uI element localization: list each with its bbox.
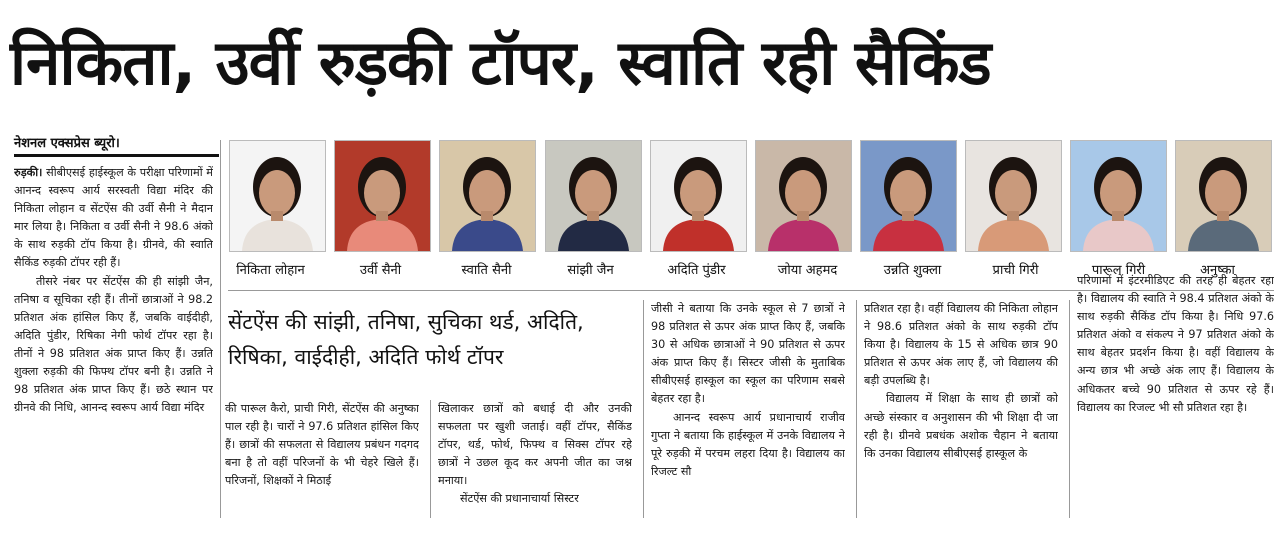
photo-caption: जोया अहमद (777, 263, 838, 278)
article-paragraph: सेंटऐंस की प्रधानाचार्या सिस्टर (460, 492, 579, 506)
article-column-3 (438, 400, 632, 518)
headline: निकिता, उर्वी रुड़की टॉपर, स्वाति रही सैकिंड (10, 26, 991, 99)
byline: नेशनल एक्सप्रेस ब्यूरो। (14, 133, 219, 157)
column-rule (643, 300, 644, 518)
photo-caption: स्वाति सैनी (461, 263, 512, 278)
photo-caption: सांझी जैन (567, 263, 614, 278)
subheadline: सेंटऐंस की सांझी, तनिषा, सुचिका थर्ड, अदिति, रिषिका, वाईदीही, अदिति फोर्थ टॉपर (228, 310, 584, 369)
portrait-graphic (756, 141, 851, 251)
column-rule (430, 400, 431, 518)
article-column-4 (651, 300, 845, 518)
photo-caption: उन्नति शुक्ला (883, 263, 942, 278)
student-photo (439, 140, 536, 252)
article-column-6 (1077, 272, 1274, 518)
student-photo (334, 140, 431, 252)
portrait-graphic (1071, 141, 1166, 251)
article-paragraph: आनन्द स्वरूप आर्य प्रधानाचार्य राजीव गुप्ता ने बताया कि हाईस्कूल में उनके विद्यालय ने पूरे रुड़की में परचम लहरा दिया है। विद्यालय का रिजल्ट सौ (651, 410, 845, 478)
column-rule (220, 140, 221, 518)
photo-caption: पारूल गिरी (1091, 263, 1146, 278)
article-paragraph: विद्यालय में शिक्षा के साथ ही छात्रों को अच्छे संस्कार व अनुशासन की भी शिक्षा दी जा रही है। ग्रीनवे प्रबधंक अशोक चैहान ने बताया कि उनका विद्यालय सीबीएसई हास्कूल के (864, 392, 1058, 460)
student-photo (755, 140, 852, 252)
article-paragraph: परिणामों में इंटरमीडिएट की तरह ही बेहतर रहा है। विद्यालय की स्वाति ने 98.4 प्रतिशत अंको के साथ रुड़की सैकिंड टॉप किया है। निधि 97.6 प्रतिशत अंको व संकल्प ने 97 प्रतिशत अंको के साथ बेहतर प्रदर्शन किया है। वहीं विद्यालय के अन्य छात्र भी अच्छे अंक लाए हैं। विद्यालय के अधिकतर बच्चे 90 प्रतिशत से ऊपर रहे हैं। विद्यालय का रिजल्ट भी सौ प्रतिशत रहा है। (1077, 274, 1274, 414)
section-rule (228, 290, 1274, 291)
dateline: रुड़की। (14, 166, 43, 179)
article-paragraph: जीसी ने बताया कि उनके स्कूल से 7 छात्रों ने 98 प्रतिशत से ऊपर अंक प्राप्त किए हैं, जबकि 30 से अधिक छात्राओं ने 90 प्रतिशत से ऊपर अंक प्राप्त किए हैं। सिस्टर जीसी के मुताबिक सीबीएसई हास्कूल का स्कूल का परिणाम सबसे बेहतर रहा है। (651, 302, 845, 406)
article-column-1 (14, 164, 213, 516)
portrait-graphic (546, 141, 641, 251)
column-rule (856, 300, 857, 518)
student-photo (1070, 140, 1167, 252)
student-photo (1175, 140, 1272, 252)
student-photo (965, 140, 1062, 252)
portrait-graphic (861, 141, 956, 251)
photo-caption: प्राची गिरी (992, 263, 1039, 278)
photo-caption: उर्वी सैनी (359, 263, 402, 278)
article-paragraph: सीबीएसई हाईस्कूल के परीक्षा परिणामों में आनन्द स्वरूप आर्य सरस्वती विद्या मंदिर की निकिता लोहान व सेंटऐंस की उर्वी सैनी ने मैदान मार लिया है। निकिता व उर्वी सैनी ने 98.6 अंको के साथ रुड़की टॉप किया है। ग्रीनवे, की स्वाति सैकिंड रुड़की टॉपर रही हैं। (14, 166, 213, 270)
portrait-graphic (230, 141, 325, 251)
portrait-graphic (651, 141, 746, 251)
portrait-graphic (335, 141, 430, 251)
article-paragraph: खिलाकर छात्रों को बधाई दी और उनकी सफलता पर खुशी जताई। वहीं टॉपर, सैकिंड टॉपर, थर्ड, फोर्थ, फिफ्थ व सिक्स टॉपर रहे छात्रों ने उछल कूद कर अपनी जीत का जश्न मनाया। (438, 402, 632, 488)
portrait-graphic (440, 141, 535, 251)
portrait-graphic (1176, 141, 1271, 251)
photo-caption: निकिता लोहान (236, 263, 305, 278)
article-paragraph: प्रतिशत रहा है। वहीं विद्यालय की निकिता लोहान ने 98.6 प्रतिशत अंको के साथ रुड़की टॉप किया है। विद्यालय के 15 से अधिक छात्र 90 प्रतिशत से ऊपर अंक लाए हैं, जो विद्यालय की बड़ी उपलब्धि है। (864, 302, 1058, 388)
photo-caption: अदिति पुंडीर (667, 263, 726, 278)
photo-caption: अनुष्का (1200, 263, 1235, 278)
article-paragraph: की पारूल कैरो, प्राची गिरी, सेंटऐंस की अनुष्का पाल रही है। चारों ने 97.6 प्रतिशत हांसिल किए हैं। छात्रों की सफलता से विद्यालय प्रबंधन गदगद बना है तो वहीं परिजनों के भी चेहरे खिले हैं। परिजनों, शिक्षकों ने मिठाई (225, 402, 419, 488)
article-paragraph: तीसरे नंबर पर सेंटऐंस की ही सांझी जैन, तनिषा व सूचिका रही हैं। तीनों छात्राओं ने 98.2 प्रतिशत अंक हांसिल किए हैं, जबकि वाईदीही, अदिति पुंडीर, रिषिका नेगी फोर्थ टॉपर रहा है। तीनों ने 98 प्रतिशत अंक प्राप्त किए हैं। उन्नति शुक्ला रुड़की की फिफ्थ टॉपर बनी है। उन्नति ने 98 प्रतिशत अंक प्राप्त किए हैं। छठे स्थान पर ग्रीनवे की निधि, आनन्द स्वरूप आर्य विद्या मंदिर (14, 274, 213, 415)
article-column-2 (225, 400, 419, 518)
student-photo (545, 140, 642, 252)
student-photo (650, 140, 747, 252)
article-column-5 (864, 300, 1058, 518)
portrait-graphic (966, 141, 1061, 251)
student-photo (860, 140, 957, 252)
column-rule (1069, 300, 1070, 518)
student-photos (229, 140, 1274, 255)
student-photo (229, 140, 326, 252)
